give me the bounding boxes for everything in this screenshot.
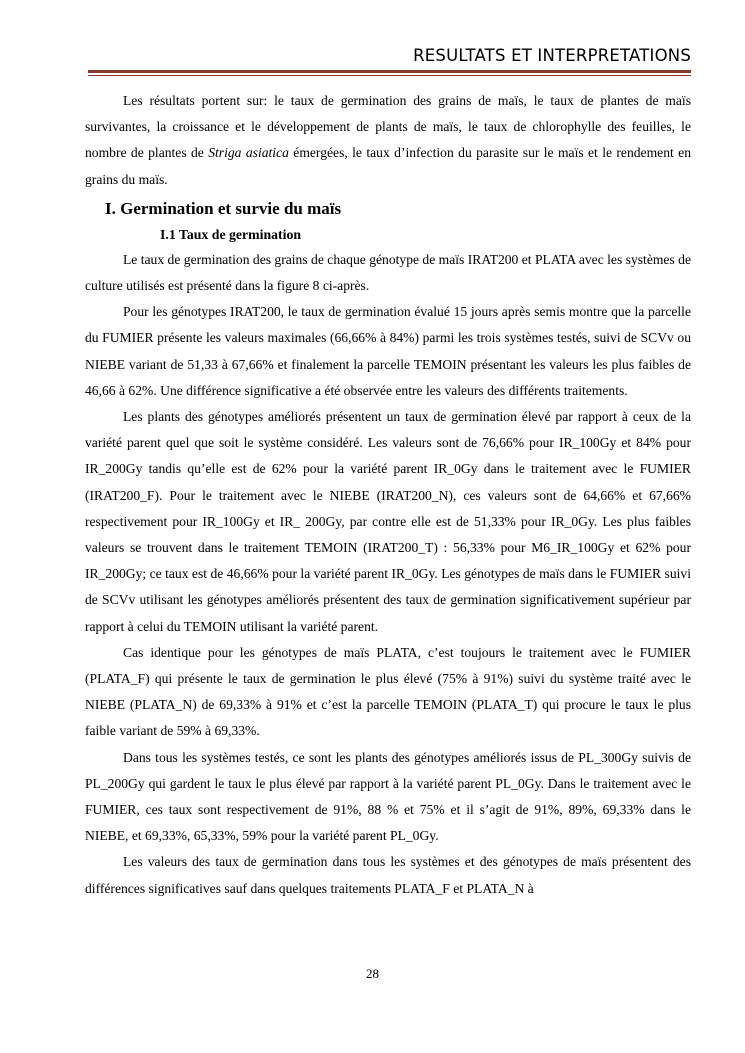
species-name: Striga asiatica bbox=[208, 145, 289, 161]
body-paragraph: Les plants des génotypes améliorés présentent un taux de germination élevé par rapport à ceux de la variété parent quel que soit le système considéré. Les valeurs sont de 76,66% pour IR_100Gy et 84% pour IR_200Gy tandis qu’elle est de 62% pour la variété parent IR_0Gy dans le traitement avec le FUMIER (IRAT200_F). Pour le traitement avec le NIEBE (IRAT200_N), ces valeurs sont de 64,66% et 67,66% respectivement pour IR_100Gy et IR_ 200Gy, par contre elle est de 51,33% pour IR_0Gy. Les plus faibles valeurs se trouvent dans le traitement TEMOIN (IRAT200_T) : 56,33% pour M6_IR_100Gy et 62% pour IR_200Gy; ce taux est de 46,66% pour la variété parent IR_0Gy. Les génotypes de maïs dans le FUMIER suivi de SCVv utilisant les génotypes améliorés présentent des taux de germination significativement supérieur par rapport à celui du TEMOIN utilisant la variété parent. bbox=[85, 409, 691, 634]
section-heading: I. Germination et survie du maïs bbox=[105, 198, 342, 218]
intro-text-after: émergées, le taux d’infection du parasite sur le maïs et le rendement en grains du maïs. bbox=[85, 145, 691, 187]
header-rule-thin bbox=[88, 75, 691, 76]
body-paragraph: Dans tous les systèmes testés, ce sont les plants des génotypes améliorés issus de PL_300Gy suivis de PL_200Gy qui gardent le taux le plus élevé par rapport à la variété parent PL_0Gy. Dans le traitement avec le FUMIER, ces taux sont respectivement de 91%, 88 % et 75% et il s’agit de 91%, 89%, 69,33% dans le NIEBE, et 69,33%, 65,33%, 59% pour la variété parent PL_0Gy. bbox=[85, 749, 691, 844]
body-paragraph: Les valeurs des taux de germination dans tous les systèmes et des génotypes de maïs présentent des différences significatives sauf dans quelques traitements PLATA_F et PLATA_N à bbox=[85, 854, 691, 896]
running-header: RESULTATS ET INTERPRETATIONS bbox=[413, 46, 691, 65]
subsection-heading: I.1 Taux de germination bbox=[160, 226, 302, 242]
body-paragraph: Pour les génotypes IRAT200, le taux de germination évalué 15 jours après semis montre que la parcelle du FUMIER présente les valeurs maximales (66,66% à 84%) parmi les trois systèmes testés, suivi de SCVv ou NIEBE variant de 51,33 à 67,66% et finalement la parcelle TEMOIN présentant les valeurs les plus faibles de 46,66 à 62%. Une différence significative a été observée entre les valeurs des différents traitements. bbox=[85, 304, 691, 398]
body-paragraph: Le taux de germination des grains de chaque génotype de maïs IRAT200 et PLATA avec les systèmes de culture utilisés est présenté dans la figure 8 ci-après. bbox=[85, 251, 691, 294]
page-number: 28 bbox=[366, 966, 379, 981]
intro-text-before: Les résultats portent sur: le taux de germination des grains de maïs, le taux de plantes de maïs survivantes, la croissance et le développement de plants de maïs, le taux de chlorophylle des feuilles, le nombre de plantes de bbox=[85, 93, 691, 161]
body-paragraph: Cas identique pour les génotypes de maïs PLATA, c’est toujours le traitement avec le FUMIER (PLATA_F) qui présente le taux de germination le plus élevé (75% à 91%) suivi du système traité avec le NIEBE (PLATA_N) de 69,33% à 91% et c’est la parcelle TEMOIN (PLATA_T) qui procure le taux le plus faible variant de 59% à 69,33%. bbox=[85, 644, 691, 739]
header-rule-thick bbox=[88, 70, 691, 73]
intro-paragraph bbox=[85, 88, 691, 193]
page-body bbox=[85, 88, 691, 902]
